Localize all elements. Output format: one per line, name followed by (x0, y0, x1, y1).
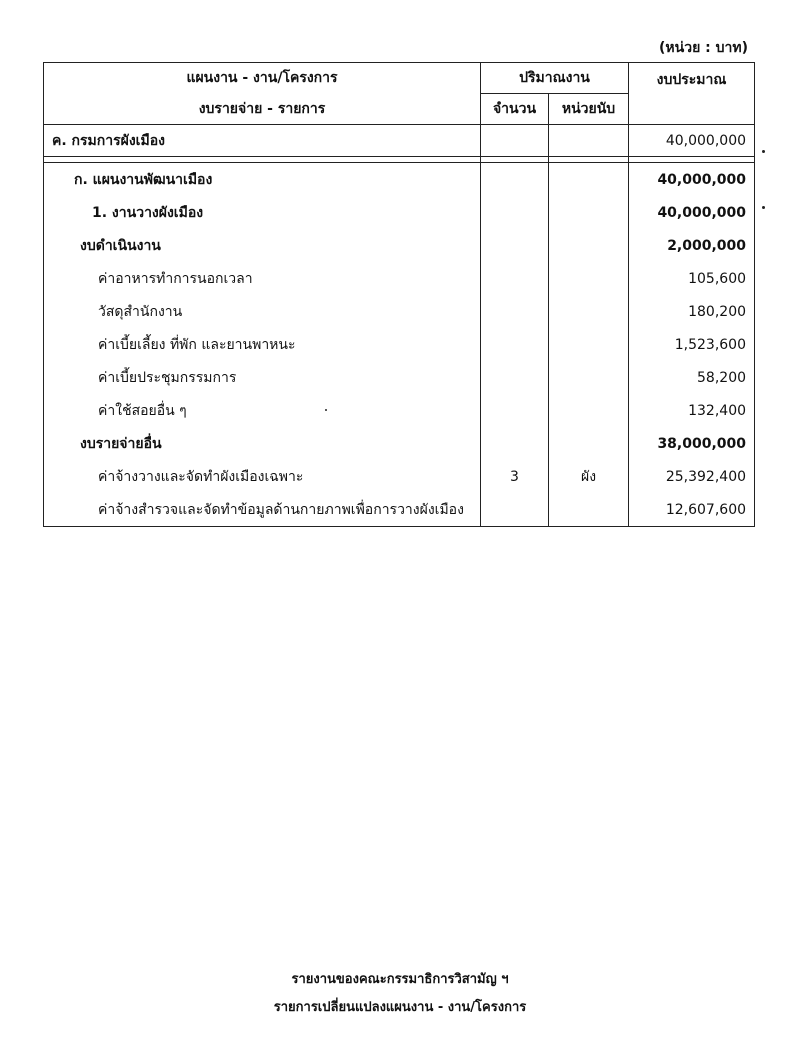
scan-speck (762, 150, 765, 153)
table-row (44, 163, 755, 197)
row-count (481, 394, 549, 427)
row-amount: 25,392,400 (629, 460, 755, 493)
department-count (481, 125, 549, 157)
footer-line1: รายงานของคณะกรรมาธิการวิสามัญ ฯ (291, 972, 509, 987)
header-unit: หน่วยนับ (549, 94, 629, 125)
header-budget: งบประมาณ (629, 63, 755, 94)
row-count (481, 361, 549, 394)
row-label: ค่าจ้างวางและจัดทำผังเมืองเฉพาะ (44, 460, 481, 493)
row-label: ค่าเบี้ยเลี้ยง ที่พัก และยานพาหนะ (44, 328, 481, 361)
row-amount: 132,400 (629, 394, 755, 427)
row-amount: 38,000,000 (629, 427, 755, 460)
table-row (44, 460, 755, 493)
row-unit (549, 229, 629, 262)
row-count (481, 328, 549, 361)
scan-speck (762, 206, 765, 209)
header-plan-line1: แผนงาน - งาน/โครงการ (44, 63, 481, 94)
department-unit (549, 125, 629, 157)
header-budget-blank (629, 94, 755, 125)
row-count (481, 229, 549, 262)
department-amount: 40,000,000 (629, 125, 755, 157)
row-label: งบดำเนินงาน (44, 229, 481, 262)
header-plan-line2: งบรายจ่าย - รายการ (44, 94, 481, 125)
row-amount: 2,000,000 (629, 229, 755, 262)
row-label: ค่าใช้สอยอื่น ๆ (44, 394, 481, 427)
row-amount: 12,607,600 (629, 493, 755, 527)
row-count (481, 427, 549, 460)
row-label: ค่าจ้างสำรวจและจัดทำข้อมูลด้านกายภาพเพื่อการวางผังเมือง (44, 493, 481, 527)
header-quantity: ปริมาณงาน (481, 63, 629, 94)
row-label: ก. แผนงานพัฒนาเมือง (44, 163, 481, 197)
row-unit (549, 295, 629, 328)
row-amount: 40,000,000 (629, 196, 755, 229)
row-unit: ผัง (549, 460, 629, 493)
table-row (44, 361, 755, 394)
row-unit (549, 196, 629, 229)
row-unit (549, 493, 629, 527)
unit-note: (หน่วย : บาท) (659, 40, 748, 56)
table-row (44, 262, 755, 295)
row-unit (549, 361, 629, 394)
row-amount: 40,000,000 (629, 163, 755, 197)
row-amount: 1,523,600 (629, 328, 755, 361)
budget-table-wrapper (43, 62, 755, 527)
table-row (44, 493, 755, 527)
row-label: วัสดุสำนักงาน (44, 295, 481, 328)
department-row (44, 125, 755, 157)
budget-table (43, 62, 755, 527)
row-count: 3 (481, 460, 549, 493)
row-unit (549, 328, 629, 361)
row-count (481, 295, 549, 328)
row-count (481, 163, 549, 197)
table-row (44, 295, 755, 328)
row-count (481, 493, 549, 527)
department-label: ค. กรมการผังเมือง (44, 125, 481, 157)
row-label: 1. งานวางผังเมือง (44, 196, 481, 229)
row-amount: 58,200 (629, 361, 755, 394)
row-amount: 105,600 (629, 262, 755, 295)
table-row (44, 427, 755, 460)
row-unit (549, 394, 629, 427)
table-row (44, 229, 755, 262)
header-count: จำนวน (481, 94, 549, 125)
footer-line2: รายการเปลี่ยนแปลงแผนงาน - งาน/โครงการ (273, 1000, 527, 1015)
row-unit (549, 163, 629, 197)
row-count (481, 262, 549, 295)
table-row (44, 196, 755, 229)
row-label: ค่าเบี้ยประชุมกรรมการ (44, 361, 481, 394)
row-unit (549, 427, 629, 460)
table-row (44, 328, 755, 361)
row-count (481, 196, 549, 229)
row-amount: 180,200 (629, 295, 755, 328)
scan-speck (325, 409, 327, 411)
row-unit (549, 262, 629, 295)
row-label: งบรายจ่ายอื่น (44, 427, 481, 460)
table-row (44, 394, 755, 427)
row-label: ค่าอาหารทำการนอกเวลา (44, 262, 481, 295)
